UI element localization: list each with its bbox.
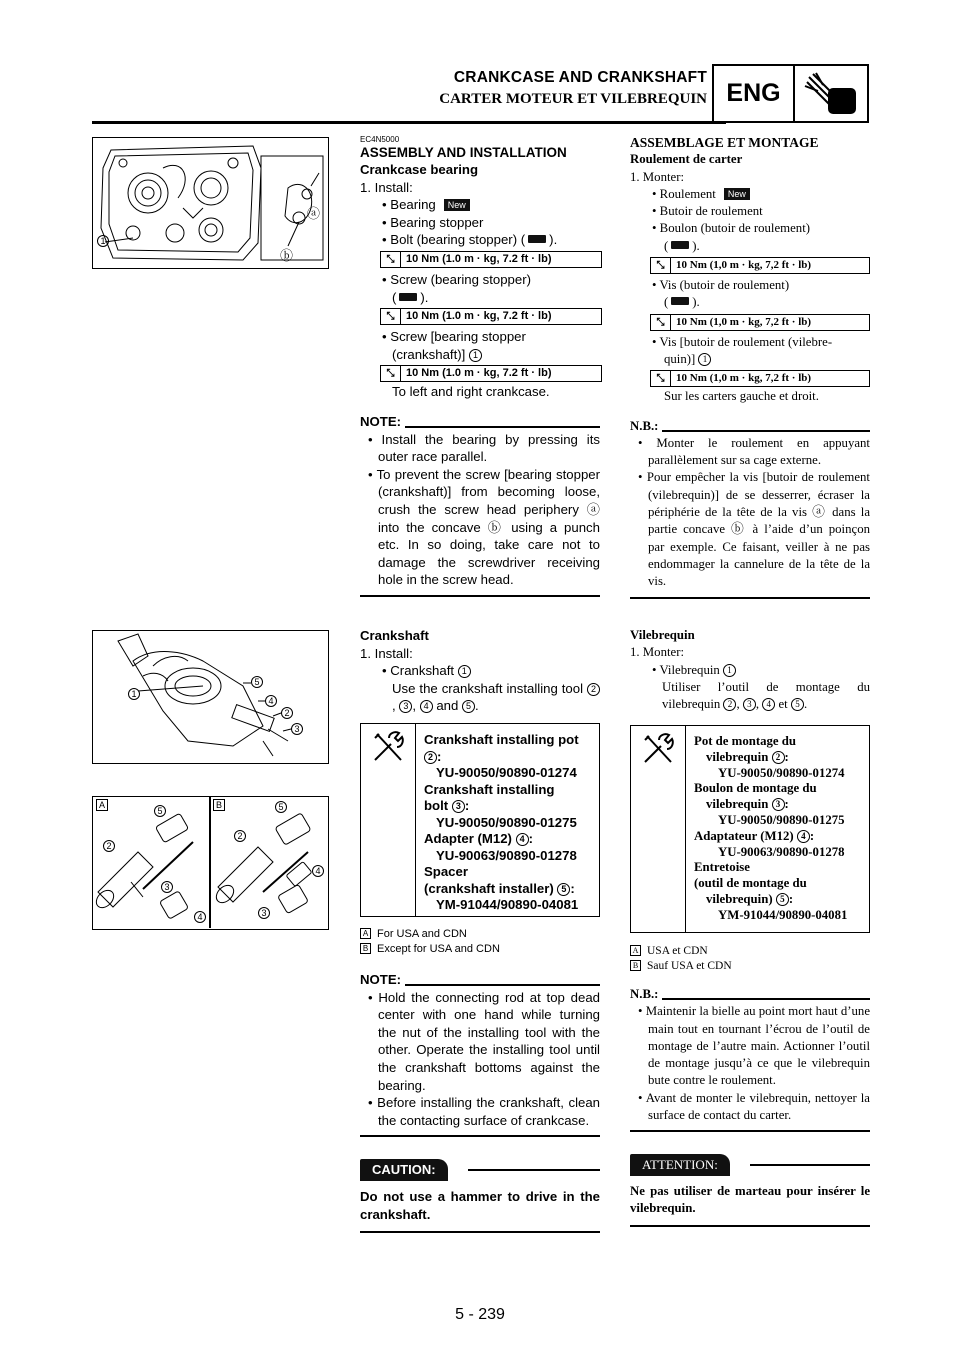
callout-1: 1	[723, 664, 736, 677]
fr-item-crankshaft	[652, 662, 870, 679]
en-tool-1-num: 2 :	[424, 749, 579, 766]
en-tool-3-text: Adapter (M12)	[424, 831, 512, 846]
en-torque-1-value: 10 Nm (1.0 m · kg, 7.2 ft · lb)	[406, 252, 552, 265]
fr-special-tools-box	[630, 725, 870, 933]
fr-tool-4c-text: vilebrequin)	[706, 891, 773, 906]
fr-section-crankshaft	[630, 627, 870, 713]
en-item-bearing-text: • Bearing	[382, 197, 436, 213]
en-special-tools-box	[360, 723, 600, 917]
en-legend-b-text: Except for USA and CDN	[377, 943, 500, 955]
note-line	[662, 998, 870, 1000]
en-torque-1	[380, 251, 602, 268]
en-torque-2-value: 10 Nm (1.0 m · kg, 7.2 ft · lb)	[406, 309, 552, 322]
fr-torque-3-value: 10 Nm (1,0 m · kg, 7,2 ft · lb)	[676, 372, 812, 385]
fig2-label-5: 5	[251, 676, 263, 688]
en-tool-1	[424, 732, 579, 749]
new-badge: New	[444, 199, 470, 211]
fig1-label-a: ⓐ	[307, 206, 321, 221]
en-and: and	[436, 698, 459, 714]
torque-icon: ⤡	[381, 309, 401, 324]
fr-legend-a-text: USA et CDN	[647, 945, 708, 957]
fig3-b-2: 2	[234, 830, 246, 842]
en-item-crankshaft	[382, 662, 600, 680]
callout-1: 1	[469, 349, 482, 362]
en-item-both-sides: To left and right crankcase.	[392, 384, 550, 400]
new-badge: New	[724, 188, 750, 200]
torque-wrench-icon	[671, 297, 689, 305]
fr-note-label: N.B.:	[630, 418, 659, 433]
en-tool-1-part: YU-90050/90890-01274	[436, 765, 577, 780]
fr-torque-2	[650, 314, 870, 331]
fig3-a-5: 5	[154, 805, 166, 817]
en-subheading-2: Crankshaft	[360, 628, 429, 643]
note-line	[662, 430, 870, 432]
en-note-end-rule	[360, 595, 600, 597]
header-rule	[92, 121, 726, 124]
en-legend-a	[360, 927, 600, 942]
en-note2-end-rule	[360, 1135, 600, 1137]
callout-5: 5	[776, 893, 789, 906]
header-title-en: CRANKCASE AND CRANKSHAFT	[453, 69, 707, 86]
fr-note-heading	[630, 418, 870, 435]
fr-caution-heading	[630, 1154, 870, 1175]
fig2-label-4: 4	[265, 695, 277, 707]
en-tool-2-part: YU-90050/90890-01275	[436, 814, 577, 830]
fr-legend-b-text: Sauf USA et CDN	[647, 960, 732, 972]
callout-2: 2	[424, 751, 437, 764]
page-number: 5 - 239	[455, 1306, 505, 1323]
en-caution-label: CAUTION:	[360, 1159, 448, 1181]
figure-tools	[92, 796, 329, 930]
en-item-screw-crank-a: • Screw [bearing stopper	[382, 329, 526, 345]
fr-tool-1-part: YU-90050/90890-01274	[718, 765, 845, 780]
fr-tool-3: Adaptateur (M12) 4 :	[694, 828, 815, 843]
en-step1: 1. Install:	[360, 179, 413, 195]
en-tool-1-text: Crankshaft installing pot	[424, 732, 579, 747]
fr-note2-end-rule	[630, 1130, 870, 1132]
fr-tool-1b-text: vilebrequin	[706, 749, 769, 764]
en-note-3: • Hold the connecting rod at top dead center with one hand while turning the nut of the installing tool with the other. Operate the installing tool until the crankshaft bottoms against the bearing.	[368, 989, 600, 1093]
en-tool-2b: bolt 3 :	[424, 798, 470, 813]
fr-torque-1-value: 10 Nm (1,0 m · kg, 7,2 ft · lb)	[676, 258, 812, 271]
en-tool-4: Spacer	[424, 864, 468, 879]
callout-2: 2	[723, 698, 736, 711]
fig3-b-5: 5	[275, 801, 287, 813]
note-line	[405, 984, 600, 986]
fr-tool-2-part: YU-90050/90890-01275	[718, 812, 845, 827]
en-caution-text: Do not use a hammer to drive in the crankshaft.	[360, 1188, 600, 1222]
callout-1: 1	[458, 665, 471, 678]
fr-item-bearing-text: • Roulement	[652, 186, 716, 201]
legend-a-box: A	[360, 928, 371, 939]
note-line	[405, 426, 600, 428]
fr-item-crankshaft-tool: Utiliser l’outil de montage du vilebrequin 2 , 3 , 4 et 5 .	[662, 679, 870, 712]
section-badge-label: ENG	[714, 66, 795, 121]
torque-icon: ⤡	[651, 315, 671, 330]
fr-legend-a	[630, 944, 870, 959]
fr-heading: ASSEMBLAGE ET MONTAGE	[630, 135, 819, 150]
en-subheading: Crankcase bearing	[360, 162, 479, 177]
fr-caution-label: ATTENTION:	[630, 1154, 730, 1175]
en-torque-3-value: 10 Nm (1.0 m · kg, 7.2 ft · lb)	[406, 367, 552, 380]
en-item-bolt: • Bolt (bearing stopper) ( ).	[382, 232, 558, 248]
en-tool-4b: (crankshaft installer) 5 :	[424, 880, 575, 896]
fr-section-bearing	[630, 134, 870, 599]
fr-tool-text: Utiliser l’outil de montage du vilebrequin	[662, 679, 870, 712]
fr-torque-3	[650, 370, 870, 387]
fr-tool-2: Boulon de montage du	[694, 781, 817, 796]
fig1-label-b: ⓑ	[280, 248, 294, 263]
callout-4: 4	[797, 830, 810, 843]
fr-note-3: • Maintenir la bielle au point mort haut d’une main tout en tournant l’écrou de l’outil de montage de l’autre main. Actionner l’outil de montage jusqu’à ce que le vilebrequin bute contre le roulement.	[638, 1004, 870, 1088]
en-note-1: • Install the bearing by pressing its outer race parallel.	[368, 431, 600, 465]
en-note-4: • Before installing the crankshaft, clean the contacting surface of crankcase.	[368, 1095, 600, 1128]
en-section-bearing	[360, 135, 600, 597]
en-heading: ASSEMBLY AND INSTALLATION	[360, 145, 567, 160]
en-caution-end-rule	[360, 1231, 600, 1233]
fr-note-4: • Avant de monter le vilebrequin, nettoyer la surface de contact du carter.	[638, 1090, 870, 1123]
torque-wrench-icon	[528, 235, 546, 243]
fig1-label-1: 1	[97, 235, 109, 247]
fr-item-crankshaft-text: • Vilebrequin	[652, 662, 720, 677]
en-torque-2	[380, 308, 602, 325]
fr-item-both-sides: Sur les carters gauche et droit.	[664, 389, 819, 404]
fig3-a-4: 4	[194, 911, 206, 923]
fr-item-bolt: • Boulon (butoir de roulement)	[652, 221, 811, 236]
fr-caution-text: Ne pas utiliser de marteau pour insérer le vilebrequin.	[630, 1183, 870, 1215]
fr-step2: 1. Monter:	[630, 645, 685, 660]
fr-tool-1: Pot de montage du	[694, 734, 797, 748]
fr-note2-label: N.B.:	[630, 987, 659, 1001]
legend-b-box: B	[360, 943, 371, 954]
legend-a-box: A	[630, 945, 641, 956]
fr-legend-b	[630, 959, 870, 974]
fig3-a-2: 2	[103, 840, 115, 852]
figure-crankcase	[92, 137, 329, 269]
fr-tool-4: Entretoise	[694, 860, 750, 875]
en-tool-4b-text: (crankshaft installer)	[424, 880, 554, 896]
torque-wrench-icon	[671, 241, 689, 249]
torque-icon: ⤡	[651, 258, 671, 273]
en-tool-2b-text: bolt	[424, 798, 449, 813]
header-title-fr: CARTER MOTEUR ET VILEBREQUIN	[439, 91, 707, 107]
fr-note-1: • Monter le roulement en appuyant parallèlement sur sa cage externe.	[638, 435, 870, 468]
torque-icon: ⤡	[381, 366, 401, 381]
fr-item-bearing	[652, 186, 870, 203]
fr-tool-4c: vilebrequin) 5 :	[706, 891, 794, 906]
fr-tool-1b: vilebrequin 2 :	[706, 749, 789, 764]
fr-tool-2b-text: vilebrequin	[706, 797, 769, 812]
fig2-label-2: 2	[281, 707, 293, 719]
en-item-crankshaft-tool: Use the crankshaft installing tool 2, 3 , 4 and 5 .	[382, 680, 600, 715]
callout-3: 3	[772, 798, 785, 811]
callout-5: 5	[557, 883, 570, 896]
en-item-bolt-text: • Bolt (bearing stopper)	[382, 232, 518, 248]
en-tool-3: Adapter (M12) 4 :	[424, 831, 534, 846]
section-badge	[712, 64, 869, 123]
fr-note2-heading	[630, 986, 870, 1003]
figure-crankshaft-install	[92, 630, 329, 764]
special-tool-icon	[361, 724, 416, 916]
fr-item-bolt-wrench: ( ).	[664, 238, 700, 253]
en-note2-heading	[360, 971, 600, 989]
callout-1: 1	[698, 353, 711, 366]
fr-subheading: Roulement de carter	[630, 152, 743, 167]
fr-item-screw-crank-b	[652, 351, 870, 368]
fr-subheading-2: Vilebrequin	[630, 628, 695, 642]
en-section-crankshaft	[360, 627, 600, 715]
en-note-label: NOTE:	[360, 413, 402, 429]
fig2-label-1: 1	[128, 688, 140, 700]
en-tool-2: Crankshaft installing	[424, 781, 555, 797]
callout-3: 3	[452, 800, 465, 813]
special-tool-icon	[631, 726, 686, 932]
fr-tool-2b: vilebrequin 3 :	[706, 797, 789, 812]
en-step2: 1. Install:	[360, 645, 413, 661]
callout-2: 2	[587, 683, 600, 696]
fr-tool-3-text: Adaptateur (M12)	[694, 828, 794, 843]
fr-torque-2-value: 10 Nm (1,0 m · kg, 7,2 ft · lb)	[676, 315, 812, 328]
callout-4: 4	[762, 698, 775, 711]
fr-tool-4-part: YM-91044/90890-04081	[718, 907, 848, 922]
en-tool-4-part: YM-91044/90890-04081	[436, 897, 579, 912]
callout-3: 3	[399, 700, 412, 713]
callout-5: 5	[462, 700, 475, 713]
fig3-b-3: 3	[258, 907, 270, 919]
en-section-crankshaft-notes	[360, 927, 600, 1233]
fr-item-screw-crank-b-text: quin)]	[664, 351, 696, 366]
torque-icon: ⤡	[651, 371, 671, 386]
fig3-a-3: 3	[161, 881, 173, 893]
engine-icon	[795, 66, 867, 121]
en-torque-3	[380, 365, 602, 382]
fr-tool-3-part: YU-90063/90890-01278	[718, 844, 845, 859]
fig2-label-3: 3	[291, 723, 303, 735]
en-item-screw-crank-b	[382, 346, 600, 364]
en-item-bearing	[382, 196, 600, 214]
en-caution-heading	[360, 1159, 600, 1181]
fr-item-screw: • Vis (butoir de roulement)	[652, 278, 790, 293]
fr-item-screw-wrench: ( ).	[664, 295, 700, 310]
en-code: EC4N5000	[360, 135, 400, 144]
legend-b-box: B	[630, 960, 641, 971]
en-legend-b	[360, 942, 600, 957]
torque-icon: ⤡	[381, 252, 401, 267]
fr-note-2: • Pour empêcher la vis [butoir de roulement (vilebrequin)] de se desserrer, écraser la périphérie de la tête de la vis ⓐ dans la partie concave ⓑ à l’aide d’un poinçon par exemple. Ce faisant, veiller à ne pas endommager la cannelure de la tête de la vis.	[638, 470, 870, 589]
fr-torque-1	[650, 257, 870, 274]
en-item-stopper: • Bearing stopper	[382, 214, 484, 230]
en-tool-text: Use the crankshaft installing tool	[392, 680, 584, 696]
en-note-2: • To prevent the screw [bearing stopper (crankshaft)] from becoming loose, crush the screw head periphery ⓐ into the concave ⓑ using a punch etc. In so doing, take care not to damage the screwdriver receiving hole in the screw head.	[368, 466, 600, 588]
fr-step1: 1. Monter:	[630, 169, 685, 184]
fr-tool-4b: (outil de montage du	[694, 876, 807, 891]
en-note2-label: NOTE:	[360, 972, 402, 987]
fr-item-stopper: • Butoir de roulement	[652, 204, 763, 219]
fig3-label-a: A	[96, 799, 108, 811]
fr-section-crankshaft-notes	[630, 944, 870, 1227]
callout-5: 5	[791, 698, 804, 711]
en-item-screw: • Screw (bearing stopper)	[382, 271, 532, 287]
en-item-screw-crank-b-text: (crankshaft)]	[392, 346, 466, 362]
callout-3: 3	[743, 698, 756, 711]
callout-4: 4	[420, 700, 433, 713]
callout-2: 2	[772, 751, 785, 764]
callout-4: 4	[516, 833, 529, 846]
en-tool-3-part: YU-90063/90890-01278	[436, 847, 577, 863]
en-item-screw-wrench: ( ).	[392, 289, 429, 305]
en-legend-a-text: For USA and CDN	[377, 928, 467, 940]
fr-caution-end-rule	[630, 1225, 870, 1227]
en-note-heading	[360, 413, 600, 431]
fig3-b-4: 4	[312, 865, 324, 877]
fr-item-screw-crank-a: • Vis [butoir de roulement (vilebre-	[652, 334, 833, 349]
fig3-label-b: B	[213, 799, 225, 811]
fr-note-end-rule	[630, 597, 870, 599]
en-item-crankshaft-text: • Crankshaft	[382, 663, 455, 679]
fr-and: et	[778, 697, 788, 712]
torque-wrench-icon	[399, 293, 417, 301]
